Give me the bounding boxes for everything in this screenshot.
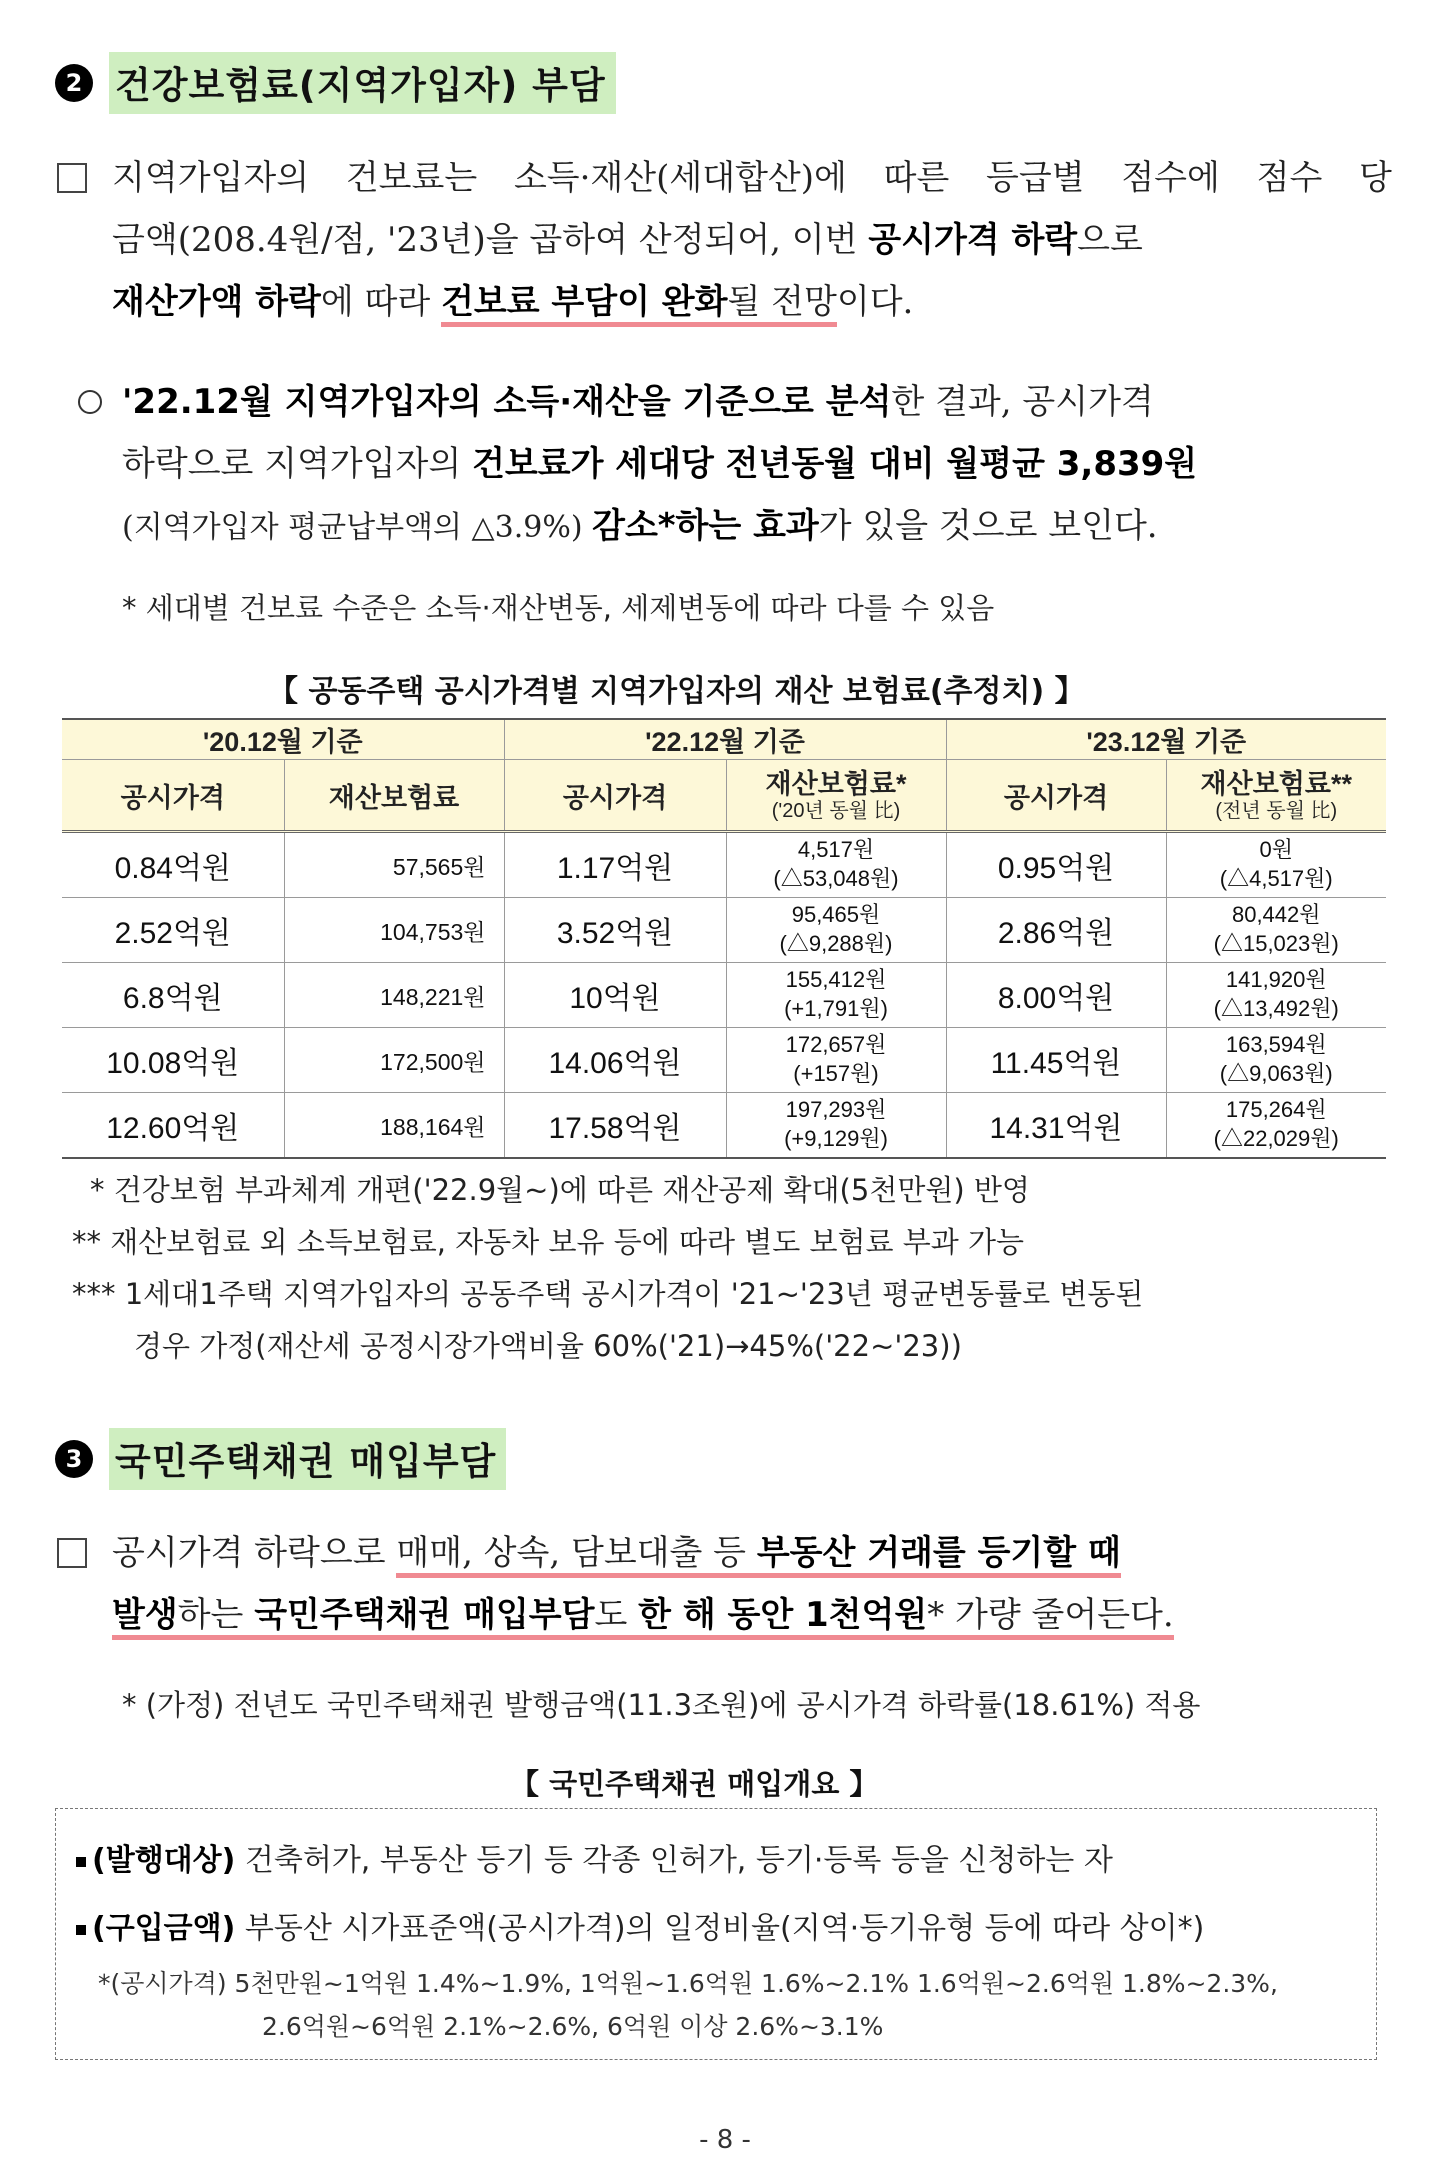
bond-summary-box: [55, 1808, 1377, 2060]
item-label: (발행대상): [92, 1843, 236, 1878]
text: 하락으로 지역가입자의: [122, 444, 473, 484]
text: 하는: [177, 1595, 255, 1635]
table-cell: 6.8억원: [62, 963, 284, 1028]
table-caption: 【 공동주택 공시가격별 지역가입자의 재산 보험료(추정치) 】: [268, 674, 1085, 709]
table-cell: [1166, 963, 1386, 1028]
paragraph-line: [112, 212, 1392, 274]
footnote: *** 1세대1주택 지역가입자의 공동주택 공시가격이 '21~'23년 평균변동률로 변동된: [72, 1277, 1144, 1311]
table-cell: [726, 832, 946, 898]
table-cell: 10.08억원: [62, 1028, 284, 1093]
cell-change: (+9,129원): [784, 1126, 888, 1151]
column-header-sub: ('20년 동월 比): [771, 800, 901, 823]
summary-item: [76, 1835, 1113, 1879]
section-number-badge: 2: [55, 64, 93, 102]
cell-value: 197,293원: [785, 1097, 887, 1123]
bold-text: 감소*하는 효과: [592, 506, 819, 546]
group-header: '20.12월 기준: [62, 719, 504, 760]
bold-text: 공시가격 하락: [868, 220, 1078, 260]
bold-text: 한 해 동안 1천억원: [638, 1595, 928, 1635]
item-text: 건축허가, 부동산 등기 등 각종 인허가, 등기·등록 등을 신청하는 자: [235, 1843, 1113, 1878]
table-cell: 2.52억원: [62, 898, 284, 963]
column-header-label: 재산보험료*: [765, 768, 907, 799]
text: 으로: [1077, 220, 1143, 260]
page-number: - 8 -: [699, 2125, 751, 2155]
table-column-header-row: [62, 760, 1386, 832]
group-header: '23.12월 기준: [946, 719, 1386, 760]
text: * 가량 줄어든다.: [927, 1595, 1174, 1635]
table-cell: [1166, 832, 1386, 898]
table-cell: 10억원: [504, 963, 726, 1028]
cell-value: 95,465원: [791, 902, 881, 928]
table-cell: 14.31억원: [946, 1093, 1166, 1159]
cell-value: 4,517원: [797, 837, 875, 863]
premium-table: [62, 718, 1386, 1159]
paragraph-line: [112, 1587, 1402, 1649]
column-header: 공시가격: [504, 760, 726, 832]
column-header-sub: (전년 동월 比): [1215, 800, 1338, 823]
paragraph-line: [122, 498, 1392, 560]
cell-change: (△9,063원): [1219, 1061, 1333, 1086]
bold-text: 건보료가 세대당 전년동월 대비 월평균 3,839원: [472, 444, 1198, 484]
cell-change: (△9,288원): [779, 931, 893, 956]
footnote: ** 재산보험료 외 소득보험료, 자동차 보유 등에 따라 별도 보험료 부과 가능: [72, 1225, 1025, 1259]
table-cell: 14.06억원: [504, 1028, 726, 1093]
highlight-underline: [112, 1595, 1174, 1640]
table-row: [62, 898, 1386, 963]
text: 매매, 상속, 담보대출 등: [396, 1533, 757, 1573]
column-header-label: 재산보험료**: [1200, 768, 1352, 799]
table-cell: 104,753원: [284, 898, 504, 963]
column-header: 공시가격: [62, 760, 284, 832]
section-title: 건강보험료(지역가입자) 부담: [109, 52, 616, 114]
word: 소득·재산(세대합산)에: [513, 158, 847, 198]
text: 이다.: [836, 282, 914, 322]
paragraph-1: [112, 150, 1392, 336]
checkbox-bullet-icon: [57, 163, 87, 193]
item-label: (구입금액): [92, 1911, 236, 1946]
column-header: 공시가격: [946, 760, 1166, 832]
table-cell: 8.00억원: [946, 963, 1166, 1028]
table-cell: 12.60억원: [62, 1093, 284, 1159]
bold-text: 국민주택채권 매입부담: [254, 1595, 595, 1635]
column-header: 재산보험료: [284, 760, 504, 832]
word: 점수에: [1121, 158, 1220, 198]
highlight-underline: [396, 1533, 1120, 1578]
table-cell: [1166, 1093, 1386, 1159]
section-3-heading: [55, 1428, 506, 1490]
text: 가 있을 것으로 보인다.: [818, 506, 1158, 546]
box-caption: 【 국민주택채권 매입개요 】: [510, 1767, 879, 1801]
column-header: [726, 760, 946, 832]
table-cell: 188,164원: [284, 1093, 504, 1159]
cell-change: (△15,023원): [1213, 931, 1339, 956]
column-header: [1166, 760, 1386, 832]
bold-text: 재산가액 하락: [112, 282, 321, 322]
cell-value: 175,264원: [1225, 1097, 1327, 1123]
word: 따른: [883, 158, 950, 198]
text: 공시가격 하락으로: [112, 1533, 397, 1573]
word: 건보료는: [345, 158, 478, 198]
section-2-heading: [55, 52, 616, 114]
text: 도: [594, 1595, 639, 1635]
table-cell: [726, 1028, 946, 1093]
text: (지역가입자 평균납부액의 △3.9%): [122, 510, 593, 545]
rate-note: 2.6억원~6억원 2.1%~2.6%, 6억원 이상 2.6%~3.1%: [262, 2012, 884, 2041]
cell-value: 172,657원: [785, 1032, 887, 1058]
table-row: [62, 963, 1386, 1028]
cell-change: (+157원): [793, 1061, 879, 1086]
footnote: * (가정) 전년도 국민주택채권 발행금액(11.3조원)에 공시가격 하락률(18.61%) 적용: [122, 1688, 1201, 1722]
checkbox-bullet-icon: [57, 1538, 87, 1568]
cell-change: (△4,517원): [1219, 866, 1333, 891]
bold-text: 발생: [112, 1595, 178, 1635]
table-row: [62, 832, 1386, 898]
cell-change: (+1,791원): [784, 996, 888, 1021]
table-cell: [1166, 1028, 1386, 1093]
cell-change: (△22,029원): [1213, 1126, 1339, 1151]
cell-value: 141,920원: [1225, 967, 1327, 993]
paragraph-line: [122, 436, 1392, 498]
item-text: 부동산 시가표준액(공시가격)의 일정비율(지역·등기유형 등에 따라 상이*): [235, 1911, 1205, 1946]
rate-note: *(공시가격) 5천만원~1억원 1.4%~1.9%, 1억원~1.6억원 1.6%~2.1% 1.6억원~2.6억원 1.8%~2.3%,: [98, 1969, 1278, 1998]
word: 등급별: [986, 158, 1085, 198]
paragraph-line: [112, 1525, 1402, 1587]
table-cell: 0.84억원: [62, 832, 284, 898]
table-cell: 2.86억원: [946, 898, 1166, 963]
text: 에 따라: [320, 282, 442, 322]
text: 금액(208.4원/점, '23년)을 곱하여 산정되어, 이번: [112, 220, 869, 260]
table-cell: 148,221원: [284, 963, 504, 1028]
summary-item: [76, 1903, 1204, 1947]
footnote: 경우 가정(재산세 공정시장가액비율 60%('21)→45%('22~'23)): [134, 1329, 962, 1363]
paragraph-line: [112, 274, 1392, 336]
cell-value: 80,442원: [1231, 902, 1321, 928]
text: 한 결과, 공시가격: [891, 382, 1154, 422]
table-cell: [726, 963, 946, 1028]
bold-text: 건보료 부담이 완화: [441, 282, 728, 322]
section-number-badge: 3: [55, 1440, 93, 1478]
footnote: * 세대별 건보료 수준은 소득·재산변동, 세제변동에 따라 다를 수 있음: [122, 591, 995, 625]
word: 점수: [1256, 158, 1323, 198]
footnote: * 건강보험 부과체계 개편('22.9월~)에 따른 재산공제 확대(5천만원) 반영: [90, 1173, 1030, 1207]
group-header: '22.12월 기준: [504, 719, 946, 760]
table-row: [62, 1028, 1386, 1093]
cell-value: 155,412원: [785, 967, 887, 993]
table-cell: 57,565원: [284, 832, 504, 898]
paragraph-2: [122, 374, 1392, 560]
text: 될 전망: [727, 282, 837, 322]
cell-value: 0원: [1259, 837, 1293, 863]
cell-value: 163,594원: [1225, 1032, 1327, 1058]
paragraph-line: [122, 374, 1392, 436]
table-cell: [1166, 898, 1386, 963]
table-cell: 11.45억원: [946, 1028, 1166, 1093]
square-bullet-icon: [76, 1857, 86, 1867]
circle-bullet-icon: [78, 390, 102, 414]
cell-change: (△53,048원): [773, 866, 899, 891]
highlight-underline: [441, 282, 837, 327]
table-row: [62, 1093, 1386, 1159]
table-cell: 1.17억원: [504, 832, 726, 898]
word: 당: [1359, 158, 1392, 198]
table-cell: 3.52억원: [504, 898, 726, 963]
table-cell: [726, 898, 946, 963]
table-cell: 172,500원: [284, 1028, 504, 1093]
table-cell: 17.58억원: [504, 1093, 726, 1159]
square-bullet-icon: [76, 1925, 86, 1935]
bold-text: 부동산 거래를 등기할 때: [756, 1533, 1121, 1573]
section-title: 국민주택채권 매입부담: [109, 1428, 506, 1490]
bold-text: '22.12월 지역가입자의 소득·재산을 기준으로 분석: [122, 382, 892, 422]
cell-change: (△13,492원): [1213, 996, 1339, 1021]
table-footnotes: [72, 1168, 1143, 1376]
paragraph-3: [112, 1525, 1402, 1649]
table-cell: 0.95억원: [946, 832, 1166, 898]
table-cell: [726, 1093, 946, 1159]
table-group-header-row: [62, 719, 1386, 760]
word: 지역가입자의: [112, 158, 310, 198]
paragraph-line: [112, 150, 1392, 212]
